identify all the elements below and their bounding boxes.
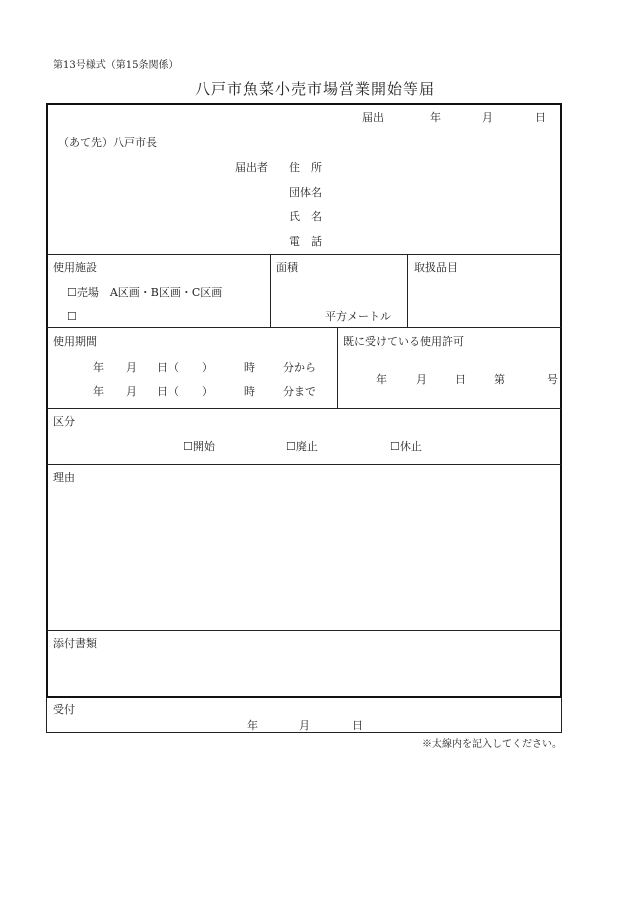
- items-label: 取扱品目: [414, 261, 458, 274]
- period-to-month: 月: [126, 385, 137, 398]
- notification-month: 月: [482, 111, 493, 124]
- footer-note: ※太線内を記入してください。: [422, 739, 562, 750]
- facility-option-other[interactable]: ☐: [67, 310, 77, 323]
- permit-number: 号: [547, 373, 558, 386]
- reason-label: 理由: [53, 471, 75, 484]
- period-from-day: 日（: [157, 361, 179, 374]
- period-from-minute: 分から: [283, 361, 316, 374]
- period-to-minute: 分まで: [283, 385, 316, 398]
- divider: [407, 254, 408, 327]
- reception-month: 月: [299, 719, 310, 732]
- period-to-hour: 時: [244, 385, 255, 398]
- divider: [270, 254, 271, 327]
- facility-label: 使用施設: [53, 261, 97, 274]
- form-title: 八戸市魚菜小売市場営業開始等届: [194, 80, 435, 98]
- period-from-close: ）: [202, 361, 213, 374]
- period-to-day: 日（: [157, 385, 179, 398]
- permit-year: 年: [376, 373, 387, 386]
- category-label: 区分: [53, 415, 75, 428]
- category-abolish-checkbox[interactable]: ☐廃止: [286, 440, 318, 453]
- reception-label: 受付: [53, 703, 75, 716]
- applicant-address: 住 所: [289, 161, 322, 174]
- applicant-phone: 電 話: [289, 235, 322, 248]
- attachments-label: 添付書類: [53, 637, 97, 650]
- addressee: （あて先）八戸市長: [58, 136, 157, 149]
- area-label: 面積: [276, 261, 298, 274]
- permit-day: 日: [455, 373, 466, 386]
- period-to-close: ）: [202, 385, 213, 398]
- period-from-hour: 時: [244, 361, 255, 374]
- permit-month: 月: [416, 373, 427, 386]
- category-suspend-checkbox[interactable]: ☐休止: [390, 440, 422, 453]
- applicant-label: 届出者: [235, 161, 268, 174]
- period-from-month: 月: [126, 361, 137, 374]
- divider: [47, 630, 561, 631]
- divider: [47, 327, 561, 328]
- reception-day: 日: [352, 719, 363, 732]
- facility-option-market[interactable]: ☐売場 A区画・B区画・C区画: [67, 286, 223, 299]
- form-number: 第13号様式（第15条関係）: [53, 60, 179, 71]
- period-from-year: 年: [93, 361, 104, 374]
- notification-year: 年: [430, 111, 441, 124]
- divider: [47, 464, 561, 465]
- area-unit: 平方メートル: [325, 310, 391, 323]
- divider: [47, 408, 561, 409]
- notification-label: 届出: [362, 111, 384, 124]
- period-label: 使用期間: [53, 335, 97, 348]
- reception-year: 年: [247, 719, 258, 732]
- divider: [47, 254, 561, 255]
- category-start-checkbox[interactable]: ☐開始: [183, 440, 215, 453]
- notification-day: 日: [535, 111, 546, 124]
- divider: [337, 327, 338, 408]
- applicant-name: 氏 名: [289, 210, 322, 223]
- permit-label: 既に受けている使用許可: [343, 335, 464, 348]
- period-to-year: 年: [93, 385, 104, 398]
- applicant-organization: 団体名: [289, 186, 322, 199]
- permit-no: 第: [494, 373, 505, 386]
